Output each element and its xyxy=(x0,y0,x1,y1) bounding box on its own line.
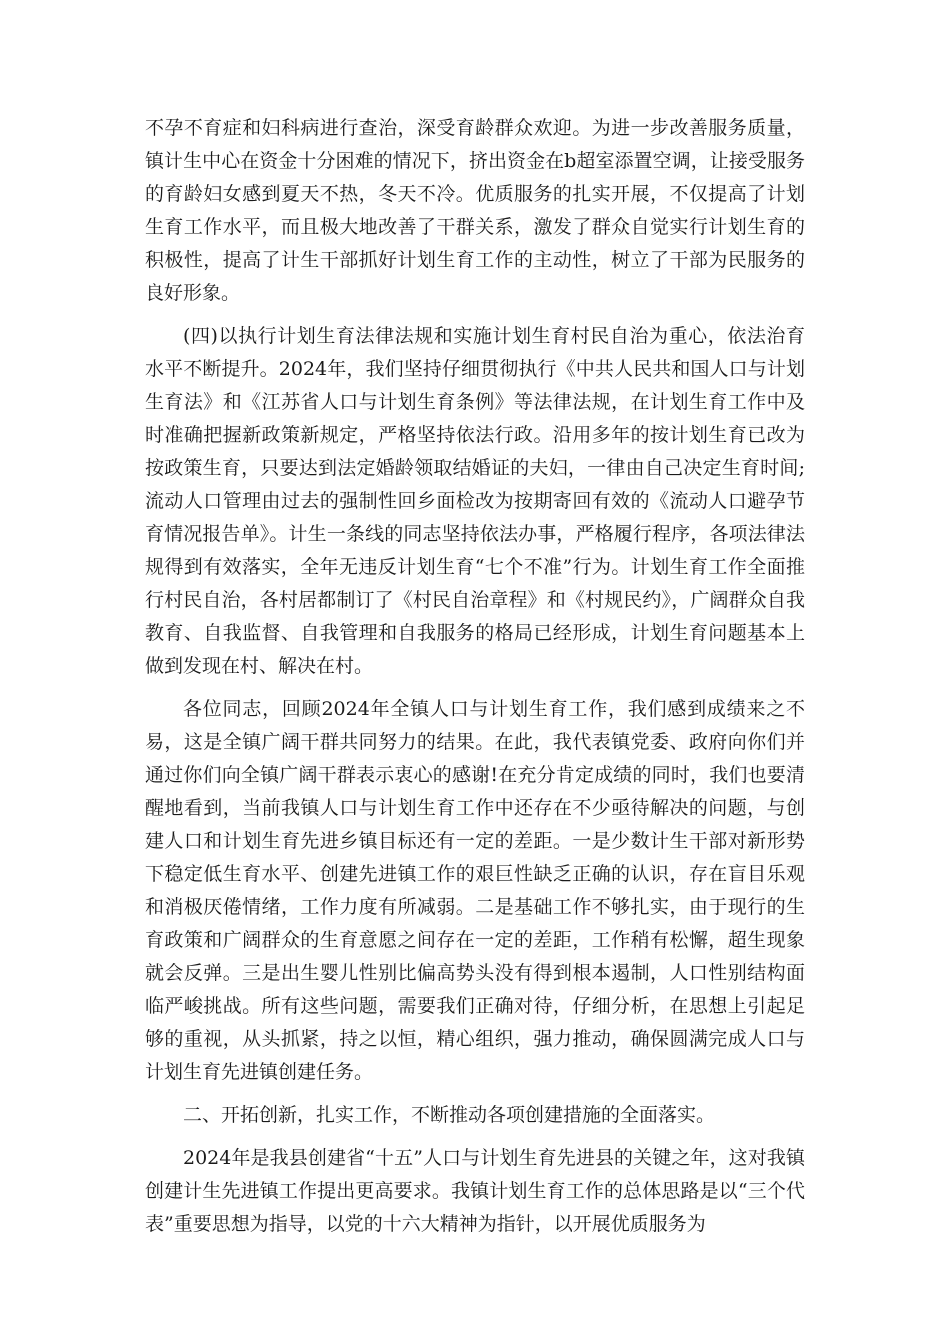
paragraph-section-four: (四)以执行计划生育法律法规和实施计划生育村民自治为重心，依法治育水平不断提升。2024年，我们坚持仔细贯彻执行《中共人民共和国人口与计划生育法》和《江苏省人口与计划生育条例》等法律法规，在计划生育工作中及时准确把握新政策新规定，严格坚持依法行政。沿用多年的按计划生育已改为按政策生育，只要达到法定婚龄领取结婚证的夫妇，一律由自己决定生育时间;流动人口管理由过去的强制性回乡面检改为按期寄回有效的《流动人口避孕节育情况报告单》。计生一条线的同志坚持依法办事，严格履行程序，各项法律法规得到有效落实，全年无违反计划生育“七个不准”行为。计划生育工作全面推行村民自治，各村居都制订了《村民自治章程》和《村规民约》，广阔群众自我教育、自我监督、自我管理和自我服务的格局已经形成，计划生育问题基本上做到发现在村、解决在村。 xyxy=(145,325,805,677)
section-heading-two: 二、开拓创新，扎实工作，不断推动各项创建措施的全面落实。 xyxy=(183,1104,716,1126)
paragraph-review: 各位同志，回顾2024年全镇人口与计划生育工作，我们感到成绩来之不易，这是全镇广阔干群共同努力的结果。在此，我代表镇党委、政府向你们并通过你们向全镇广阔干群表示衷心的感谢!在充分肯定成绩的同时，我们也要清醒地看到，当前我镇人口与计划生育工作中还存在不少亟待解决的问题，与创建人口和计划生育先进乡镇目标还有一定的差距。一是少数计生干部对新形势下稳定低生育水平、创建先进镇工作的艰巨性缺乏正确的认识，存在盲目乐观和消极厌倦情绪，工作力度有所减弱。二是基础工作不够扎实，由于现行的生育政策和广阔群众的生育意愿之间存在一定的差距，工作稍有松懈，超生现象就会反弹。三是出生婴儿性别比偏高势头没有得到根本遏制，人口性别结构面临严峻挑战。所有这些问题，需要我们正确对待，仔细分析，在思想上引起足够的重视，从头抓紧，持之以恒，精心组织，强力推动，确保圆满完成人口与计划生育先进镇创建任务。 xyxy=(145,698,805,1083)
document-body xyxy=(145,112,805,1241)
paragraph-continuation: 不孕不育症和妇科病进行查治，深受育龄群众欢迎。为进一步改善服务质量，镇计生中心在资金十分困难的情况下，挤出资金在b超室添置空调，让接受服务的育龄妇女感到夏天不热，冬天不冷。优质服务的扎实开展，不仅提高了计划生育工作水平，而且极大地改善了干群关系，激发了群众自觉实行计划生育的积极性，提高了计生干部抓好计划生育工作的主动性，树立了干部为民服务的良好形象。 xyxy=(145,117,805,304)
paragraph-2024-plan: 2024年是我县创建省“十五”人口与计划生育先进县的关键之年，这对我镇创建计生先进镇工作提出更高要求。我镇计划生育工作的总体思路是以“三个代表”重要思想为指导，以党的十六大精神为指针，以开展优质服务为 xyxy=(145,1147,805,1235)
